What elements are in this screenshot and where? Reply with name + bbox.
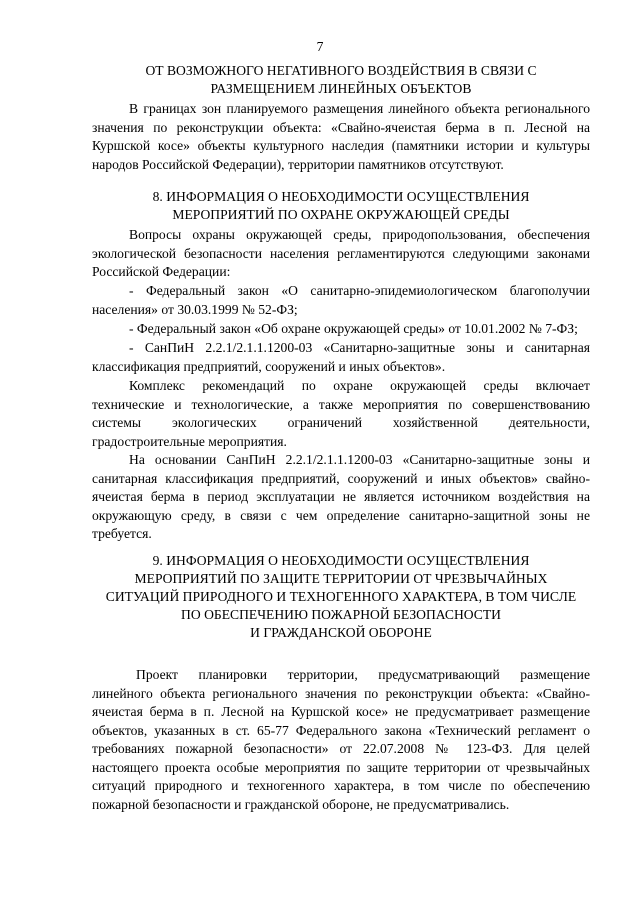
text-line: требованиях пожарной безопасности» от 22.07.2008 № 123-ФЗ. Для целей xyxy=(92,741,590,756)
text-line: Куршской косе» объекты культурного наследия (памятники истории и культуры xyxy=(92,138,590,153)
text-line: ситуаций природного и техногенного характера, в том числе по обеспечению xyxy=(92,778,590,793)
section-7-heading xyxy=(92,62,590,98)
law-list-item xyxy=(92,339,590,376)
text-line: ячеистая берма в период эксплуатации не является источником воздействия на xyxy=(92,489,590,504)
heading-line: 8. ИНФОРМАЦИЯ О НЕОБХОДИМОСТИ ОСУЩЕСТВЛЕНИЯ xyxy=(152,189,530,204)
text-line: - Федеральный закон «Об охране окружающей среды» от 10.01.2002 № 7-ФЗ; xyxy=(129,321,578,336)
law-list-item xyxy=(92,320,590,339)
heading-line: МЕРОПРИЯТИЙ ПО ЗАЩИТЕ ТЕРРИТОРИИ ОТ ЧРЕЗВЫЧАЙНЫХ xyxy=(134,571,548,586)
text-line: Российской Федерации: xyxy=(92,264,231,279)
heading-line: СИТУАЦИЙ ПРИРОДНОГО И ТЕХНОГЕННОГО ХАРАКТЕРА, В ТОМ ЧИСЛЕ xyxy=(105,589,577,604)
text-line: - Федеральный закон «О санитарно-эпидемиологическом благополучии xyxy=(129,283,590,298)
law-list-item xyxy=(92,282,590,319)
text-line: требуется. xyxy=(92,526,152,541)
heading-line: ПО ОБЕСПЕЧЕНИЮ ПОЖАРНОЙ БЕЗОПАСНОСТИ xyxy=(181,607,501,622)
text-line: санитарная классификация предприятий, сооружений и иных объектов» свайно- xyxy=(92,470,590,486)
page-number: 7 xyxy=(316,39,324,54)
section-7-paragraph xyxy=(92,100,590,174)
section-9-paragraph xyxy=(92,666,590,814)
text-line: значения по реконструкции объекта: «Свайно-ячеистая берма в п. Лесной на xyxy=(92,119,590,135)
section-8-complex-paragraph xyxy=(92,377,590,451)
section-8-intro xyxy=(92,226,590,282)
text-line: градостроительные мероприятия. xyxy=(92,433,287,449)
text-line: настоящего проекта особые мероприятия по защите территории от чрезвычайных xyxy=(92,759,590,775)
section-8-heading xyxy=(92,188,590,224)
heading-line: 9. ИНФОРМАЦИЯ О НЕОБХОДИМОСТИ ОСУЩЕСТВЛЕНИЯ xyxy=(152,553,530,568)
heading-line: И ГРАЖДАНСКОЙ ОБОРОНЕ xyxy=(250,625,432,640)
text-line: окружающую среду, в связи с чем определение санитарно-защитной зоны не xyxy=(92,507,590,523)
text-line: линейного объекта регионального значения по реконструкции объекта: «Свайно- xyxy=(92,685,590,701)
text-line: населения» от 30.03.1999 № 52-ФЗ; xyxy=(92,301,298,317)
section-8-basis-paragraph xyxy=(92,451,590,544)
text-line: системы экологических ограничений хозяйственной деятельности, xyxy=(92,415,590,430)
text-line: классификация предприятий, сооружений и иных объектов». xyxy=(92,358,446,374)
text-line: экологической безопасности населения регламентируются следующими законами xyxy=(92,245,590,261)
text-line: пожарной безопасности и гражданской обороне, не предусматривались. xyxy=(92,796,510,812)
text-line: Проект планировки территории, предусматривающий размещение xyxy=(136,667,590,682)
text-line: объектов, указанных в ст. 65-77 Федерального закона «Технический регламент о xyxy=(92,722,590,738)
heading-line: ОТ ВОЗМОЖНОГО НЕГАТИВНОГО ВОЗДЕЙСТВИЯ В СВЯЗИ С xyxy=(145,63,537,78)
text-line: Вопросы охраны окружающей среды, природопользования, обеспечения xyxy=(129,227,590,242)
text-line: Комплекс рекомендаций по охране окружающей среды включает xyxy=(129,378,590,393)
heading-line: РАЗМЕЩЕНИЕМ ЛИНЕЙНЫХ ОБЪЕКТОВ xyxy=(210,81,472,96)
text-line: - СанПиН 2.2.1/2.1.1.1200-03 «Санитарно-защитные зоны и санитарная xyxy=(129,340,590,355)
text-line: На основании СанПиН 2.2.1/2.1.1.1200-03 «Санитарно-защитные зоны и xyxy=(129,452,590,467)
text-line: технические и технологические, а также мероприятия по совершенствованию xyxy=(92,396,590,412)
section-9-heading xyxy=(92,552,590,642)
text-line: ячеистая берма в п. Лесной на Куршской косе» не предусматривает размещение xyxy=(92,704,590,719)
heading-line: МЕРОПРИЯТИЙ ПО ОХРАНЕ ОКРУЖАЮЩЕЙ СРЕДЫ xyxy=(172,207,510,222)
text-line: В границах зон планируемого размещения линейного объекта регионального xyxy=(129,101,590,116)
text-line: народов Российской Федерации), территории памятников отсутствуют. xyxy=(92,156,504,172)
